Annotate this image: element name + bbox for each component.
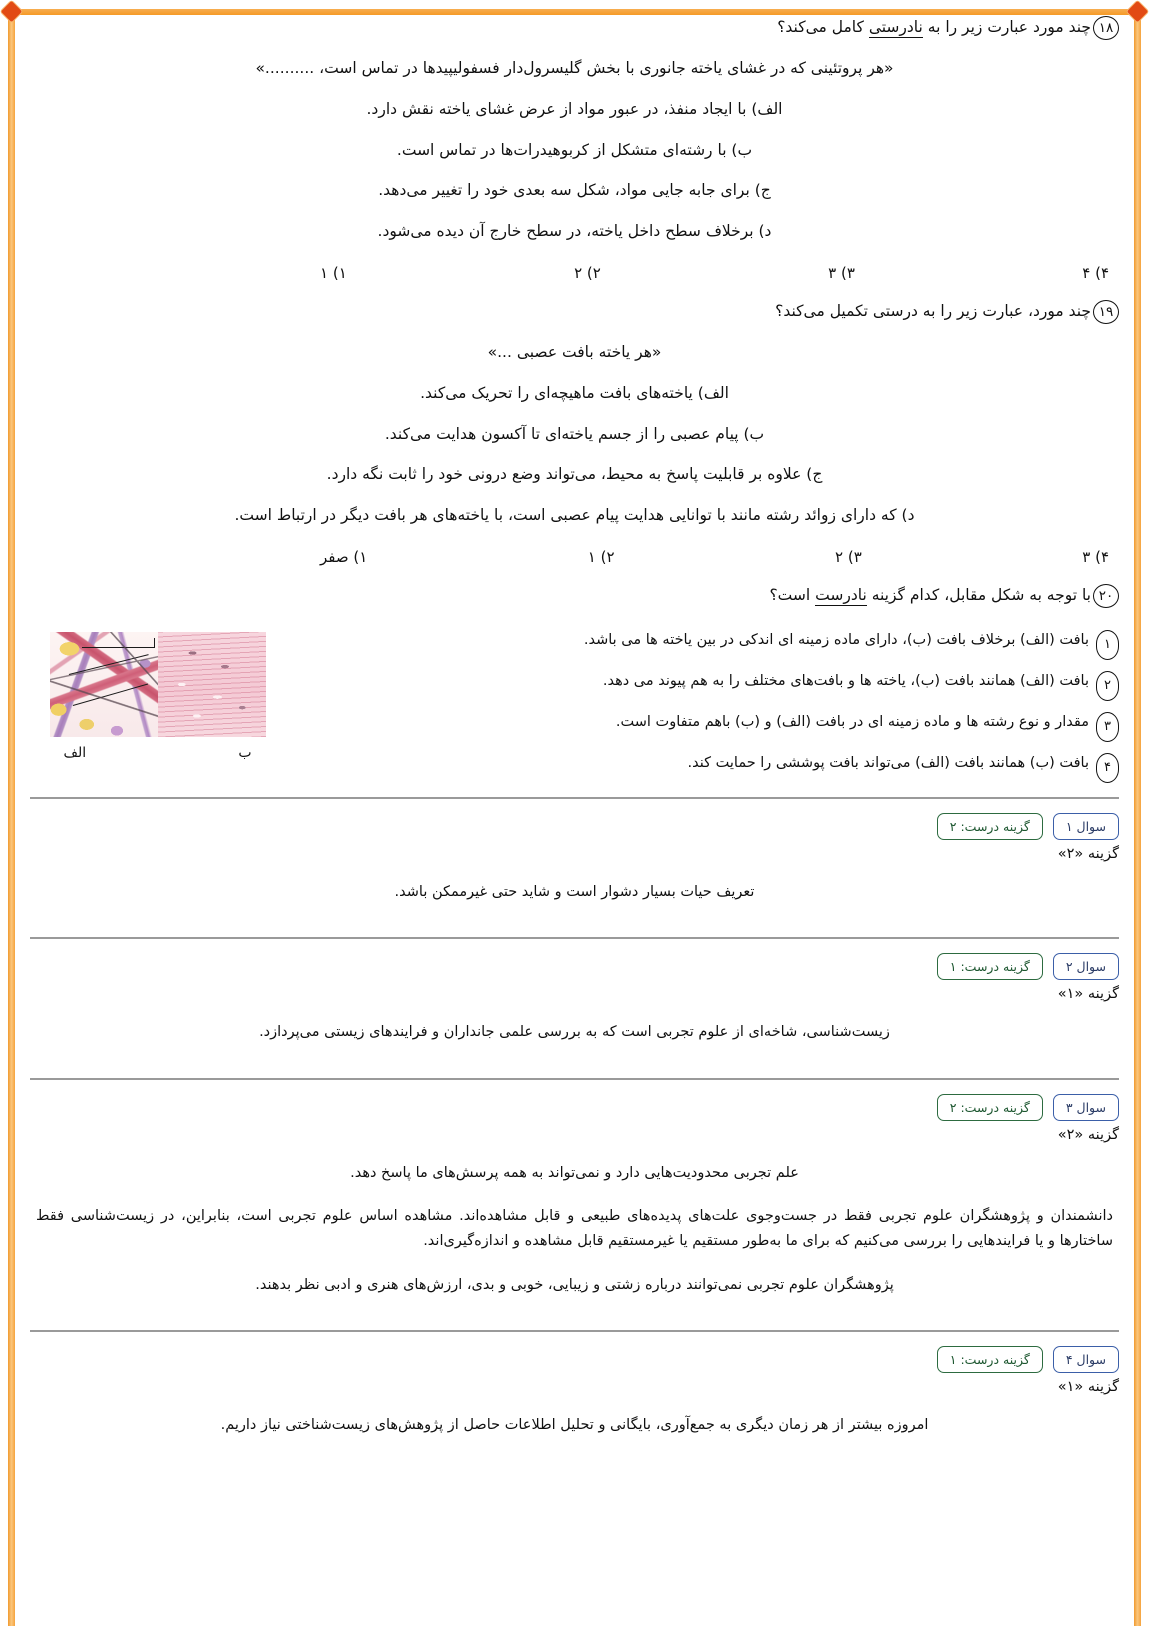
question-19-stem: «هر یاخته بافت عصبی ...» [487, 342, 662, 361]
question-20-choice-3-number: ۳ [1096, 712, 1119, 742]
question-20-choice-2[interactable] [293, 671, 1119, 701]
answer-divider-3 [30, 1078, 1119, 1080]
answer-3-badges [30, 1094, 1119, 1121]
question-19-option-2[interactable]: ۲) ۱ [587, 547, 615, 566]
tissue-micrograph-image [50, 632, 266, 737]
answer-block-4 [30, 1330, 1119, 1460]
question-18-title-before: چند مورد عبارت زیر را به [922, 18, 1091, 36]
answer-1-badges [30, 813, 1119, 840]
exam-page [22, 16, 1127, 1461]
question-18-title [777, 16, 1091, 39]
answer-1-question-badge[interactable]: سوال ۱ [1053, 813, 1119, 840]
question-20-choices [293, 624, 1119, 783]
answer-3-question-badge[interactable]: سوال ۳ [1053, 1094, 1119, 1121]
question-19-item-c: ج) علاوه بر قابلیت پاسخ به محیط، می‌تواند وضع درونی خود را ثابت نگه دارد. [326, 465, 823, 484]
answer-4-correct-option-badge[interactable]: گزینه درست: ۱ [937, 1346, 1043, 1373]
answer-2-badges [30, 953, 1119, 980]
question-20-title [769, 584, 1091, 607]
question-18-options [30, 264, 1119, 282]
answers-section [30, 797, 1119, 1461]
figure-leader-tick [154, 638, 155, 647]
question-19-option-4[interactable]: ۴) ۳ [1082, 547, 1109, 566]
connective-tissue-panel [50, 632, 158, 737]
question-20-choice-1-text: بافت (الف) برخلاف بافت (ب)، دارای ماده زمینه ای اندکی در بین یاخته ها می باشد. [583, 631, 1089, 648]
answer-block-1 [30, 797, 1119, 927]
figure-labels [50, 745, 266, 761]
answer-2-correct-option-badge[interactable]: گزینه درست: ۱ [937, 953, 1043, 980]
answer-3-option-label: گزینه «۲» [1057, 1126, 1119, 1143]
answer-2-question-badge[interactable]: سوال ۲ [1053, 953, 1119, 980]
figure-leader-line-3 [73, 684, 148, 707]
answer-4-option-label: گزینه «۱» [1057, 1379, 1119, 1396]
question-20-choice-2-text: بافت (الف) همانند بافت (ب)، یاخته ها و بافت‌های مختلف را به هم پیوند می دهد. [602, 672, 1089, 689]
question-18-option-4[interactable]: ۴) ۴ [1082, 263, 1109, 282]
question-19-option-1[interactable]: ۱) صفر [320, 547, 368, 566]
answer-3-correct-option-badge[interactable]: گزینه درست: ۲ [937, 1094, 1043, 1121]
answer-2-paragraph-1: زیست‌شناسی، شاخه‌ای از علوم تجربی است که به بررسی علمی جانداران و فرایندهای زیستی می‌پردازد. [259, 1024, 890, 1041]
answer-divider-1 [30, 797, 1119, 799]
question-20-choice-3[interactable] [293, 712, 1119, 742]
page-frame-left [8, 10, 15, 1626]
question-18-item-c: ج) برای جابه جایی مواد، شکل سه بعدی خود را تغییر می‌دهد. [378, 181, 771, 200]
question-20-figure [30, 624, 285, 761]
question-20-title-before: با توجه به شکل مقابل، کدام گزینه [866, 585, 1091, 604]
question-18-option-3[interactable]: ۳) ۳ [828, 263, 855, 282]
question-18-heading [30, 16, 1119, 40]
answer-4-question-badge[interactable]: سوال ۴ [1053, 1346, 1119, 1373]
figure-label-alef: الف [63, 744, 87, 761]
question-18-item-d: د) برخلاف سطح داخل یاخته، در سطح خارج آن دیده می‌شود. [377, 222, 772, 241]
question-19-title: چند مورد، عبارت زیر را به درستی تکمیل می‌کند؟ [775, 301, 1091, 320]
answer-divider-4 [30, 1330, 1119, 1332]
question-20-choice-4[interactable] [293, 753, 1119, 783]
question-18-title-after: کامل می‌کند؟ [777, 18, 869, 36]
question-20-choice-4-text: بافت (ب) همانند بافت (الف) می‌تواند بافت پوششی را حمایت کند. [687, 754, 1089, 771]
question-19-option-3[interactable]: ۳) ۲ [835, 547, 862, 566]
answer-1-correct-option-badge[interactable]: گزینه درست: ۲ [937, 813, 1043, 840]
answer-divider-2 [30, 937, 1119, 939]
question-19 [30, 300, 1119, 566]
question-20-choice-1[interactable] [293, 630, 1119, 660]
question-19-item-d: د) که دارای زوائد رشته مانند با توانایی هدایت پیام عصبی است، با یاخته‌های هر بافت دیگر در ارتباط است. [234, 506, 915, 525]
question-20-body [30, 624, 1119, 783]
question-19-options [30, 548, 1119, 566]
question-20-title-after: است؟ [769, 585, 816, 604]
question-18-option-2[interactable]: ۲) ۲ [574, 263, 601, 282]
figure-leader-line-1 [82, 647, 155, 648]
question-20-choice-3-text: مقدار و نوع رشته ها و ماده زمینه ای در بافت (الف) و (ب) باهم متفاوت است. [615, 713, 1089, 730]
question-19-heading [30, 300, 1119, 324]
answer-4-badges [30, 1346, 1119, 1373]
frame-corner-diamond-top-right [1127, 1, 1148, 22]
answer-3-paragraph-2: دانشمندان و پژوهشگران علوم تجربی فقط در جست‌وجوی علت‌های پدیده‌های طبیعی و قابل مشاهده‌اند. مشاهده اساس علوم تجربی است، بنابراین، در زیست‌شناسی فقط ساختارها و یا فرایندهایی را بررسی می‌کنیم که برای ما به‌طور مستقیم یا غیرمستقیم قابل مشاهده و اندازه‌گیری‌اند. [36, 1208, 1113, 1250]
answer-3-paragraph-3: پژوهشگران علوم تجربی نمی‌توانند درباره زشتی و زیبایی، خوبی و بدی، ارزش‌های هنری و ادبی نظر بدهند. [255, 1276, 894, 1293]
answer-block-2 [30, 937, 1119, 1067]
question-20-choice-1-number: ۱ [1096, 630, 1119, 660]
question-18-option-1[interactable]: ۱) ۱ [320, 263, 347, 282]
frame-corner-diamond-top-left [1, 1, 22, 22]
answer-1-option-label: گزینه «۲» [1057, 845, 1119, 862]
question-18-item-a: الف) با ایجاد منفذ، در عبور مواد از عرض غشای یاخته نقش دارد. [366, 99, 783, 118]
question-18-title-emphasis: نادرستی [868, 18, 923, 36]
answer-1-paragraph-1: تعریف حیات بسیار دشوار است و شاید حتی غیرممکن باشد. [394, 883, 755, 900]
question-19-item-b: ب) پیام عصبی را از جسم یاخته‌ای تا آکسون هدایت می‌کند. [384, 424, 765, 443]
question-20 [30, 584, 1119, 783]
question-18-item-b: ب) با رشته‌ای متشکل از کربوهیدرات‌ها در تماس است. [396, 140, 753, 159]
page-frame-top [8, 9, 1141, 15]
question-20-number: ۲۰ [1093, 584, 1119, 608]
answer-3-paragraph-1: علم تجربی محدودیت‌هایی دارد و نمی‌تواند به همه پرسش‌های ما پاسخ دهد. [350, 1164, 799, 1181]
question-20-title-emphasis: نادرست [815, 585, 867, 604]
answer-4-paragraph-1: امروزه بیشتر از هر زمان دیگری به جمع‌آوری، بایگانی و تحلیل اطلاعات حاصل از پژوهش‌های زیست‌شناختی نیاز داریم. [220, 1417, 929, 1434]
page-frame-right [1134, 10, 1141, 1626]
figure-leader-line-2 [69, 654, 149, 675]
question-18-stem: «هر پروتئینی که در غشای یاخته جانوری با بخش گلیسرول‌دار فسفولیپیدها در تماس است، ..........» [255, 59, 894, 77]
question-18 [30, 16, 1119, 282]
question-20-choice-2-number: ۲ [1096, 671, 1119, 701]
smooth-muscle-tissue-panel [158, 632, 266, 737]
question-20-heading [30, 584, 1119, 608]
question-20-choice-4-number: ۴ [1096, 753, 1119, 783]
question-19-item-a: الف) یاخته‌های بافت ماهیچه‌ای را تحریک می‌کند. [420, 383, 729, 402]
question-19-number: ۱۹ [1093, 300, 1119, 324]
answer-block-3 [30, 1078, 1119, 1321]
question-18-number: ۱۸ [1093, 16, 1119, 40]
figure-label-b: ب [238, 744, 252, 761]
answer-2-option-label: گزینه «۱» [1057, 986, 1119, 1003]
